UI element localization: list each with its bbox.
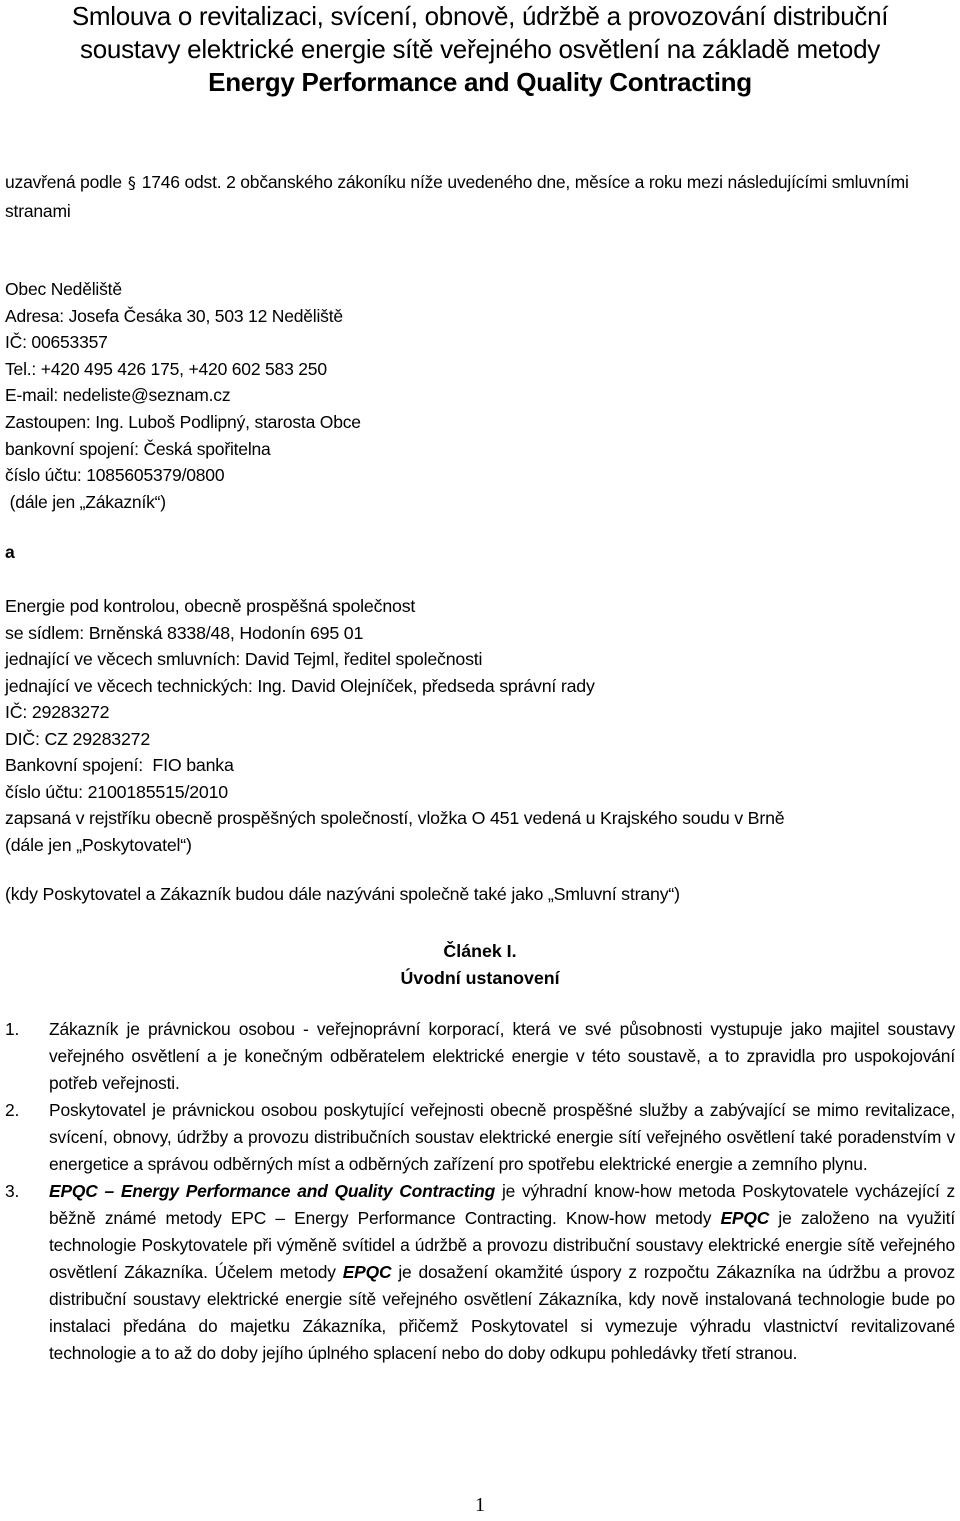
list-item (5, 1016, 955, 1097)
title-line-3: Energy Performance and Quality Contracting (208, 67, 752, 97)
item-emphasis: EPQC – Energy Performance and Quality Contracting (49, 1181, 496, 1201)
document-title (0, 0, 960, 99)
title-line-1: Smlouva o revitalizaci, svícení, obnově, údržbě a provozování distribuční (71, 1, 889, 31)
party2-line: zapsaná v rejstříku obecně prospěšných společností, vložka O 451 vedená u Krajského soudu v Brně (5, 808, 785, 828)
item-number: 1. (5, 1019, 20, 1039)
item-text: Zákazník je právnickou osobou - veřejnoprávní korporací, která ve své působnosti vystupuje jako majitel soustavy veřejného osvětlení a je konečným odběratelem elektrické energie v této soustavě, a to zpravidla pro uspokojování potřeb veřejnosti. (49, 1019, 955, 1093)
section-sign: § (127, 173, 136, 192)
title-line-2: soustavy elektrické energie sítě veřejného osvětlení na základě metody (80, 34, 880, 64)
party2-line: DIČ: CZ 29283272 (5, 728, 151, 749)
item-emphasis: EPQC (342, 1262, 392, 1282)
contracting-parties-note: (kdy Poskytovatel a Zákazník budou dále nazýváni společně také jako „Smluvní strany“) (5, 884, 680, 904)
list-item (5, 1178, 955, 1367)
party-separator: a (5, 542, 15, 562)
party1-line: IČ: 00653357 (5, 332, 108, 353)
party2-line: Energie pod kontrolou, obecně prospěšná společnost (5, 596, 416, 616)
party1-line: Zastoupen: Ing. Luboš Podlipný, starosta Obce (5, 411, 361, 432)
page-number: 1 (475, 1494, 485, 1516)
party2-line: jednající ve věcech technických: Ing. David Olejníček, předseda správní rady (5, 675, 595, 696)
item-text: je dosažení okamžité úspory z rozpočtu Zákazníka na údržbu a provoz distribuční soustavy elektrické energie sítě veřejného osvětlení Zákazníka, kdy nově instalovaná technologie bude po instalaci předána do majetku Zákazníka, přičemž Poskytovatel si vymezuje výhradu vlastnictví revitalizované technologie a to až do doby jejího úplného splacení nebo do doby odkupu pohledávky třetí stranou. (49, 1262, 955, 1363)
item-text: je založeno na využití technologie Poskytovatele při výměně svítidel a údržbě a provozu distribuční soustavy elektrické energie sítě veřejného osvětlení Zákazníka. Účelem metody (49, 1208, 955, 1282)
party2-line: číslo účtu: 2100185515/2010 (5, 781, 228, 802)
intro-before: uzavřená podle (5, 172, 122, 192)
list-item (5, 1097, 955, 1178)
article-items (5, 1016, 955, 1367)
item-text: je výhradní know-how metoda Poskytovatele vycházející z běžně známé metody EPC – Energy Performance Contracting. Know-how metody (49, 1181, 955, 1228)
article-heading (0, 938, 960, 992)
item-number: 2. (5, 1100, 20, 1120)
article-number: Článek I. (443, 941, 517, 961)
party1-line: Tel.: +420 495 426 175, +420 602 583 250 (5, 358, 327, 379)
party1-line: Adresa: Josefa Česáka 30, 503 12 Neděliště (5, 305, 343, 326)
party2-line: (dále jen „Poskytovatel“) (5, 834, 192, 855)
party2-line: Bankovní spojení: FIO banka (5, 755, 234, 775)
party1-line: E-mail: nedeliste@seznam.cz (5, 385, 231, 406)
party1-line: číslo účtu: 1085605379/0800 (5, 465, 225, 486)
party2-line: IČ: 29283272 (5, 702, 110, 722)
intro-after: 1746 odst. 2 občanského zákoníku níže uvedeného dne, měsíce a roku mezi následujícími smluvními stranami (5, 172, 909, 221)
party-customer (5, 276, 955, 515)
party2-line: jednající ve věcech smluvních: David Tejml, ředitel společnosti (5, 649, 483, 669)
party1-line: Obec Neděliště (5, 279, 122, 299)
intro-paragraph (5, 168, 955, 225)
party1-line: (dále jen „Zákazník“) (5, 491, 166, 512)
item-text: Poskytovatel je právnickou osobou poskytující veřejnosti obecně prospěšné služby a zabývající se mimo revitalizace, svícení, obnovy, údržby a provozu distribučních soustav elektrické energie sítí veřejného osvětlení také poradenstvím v energetice a správou odběrných míst a odběrných zařízení pro spotřebu elektrické energie a zemního plynu. (49, 1100, 955, 1174)
party2-line: se sídlem: Brněnská 8338/48, Hodonín 695 01 (5, 622, 364, 643)
party1-line: bankovní spojení: Česká spořitelna (5, 438, 271, 459)
item-emphasis: EPQC (720, 1208, 770, 1228)
party-provider (5, 593, 955, 858)
article-title: Úvodní ustanovení (400, 968, 560, 988)
item-number: 3. (5, 1181, 20, 1201)
